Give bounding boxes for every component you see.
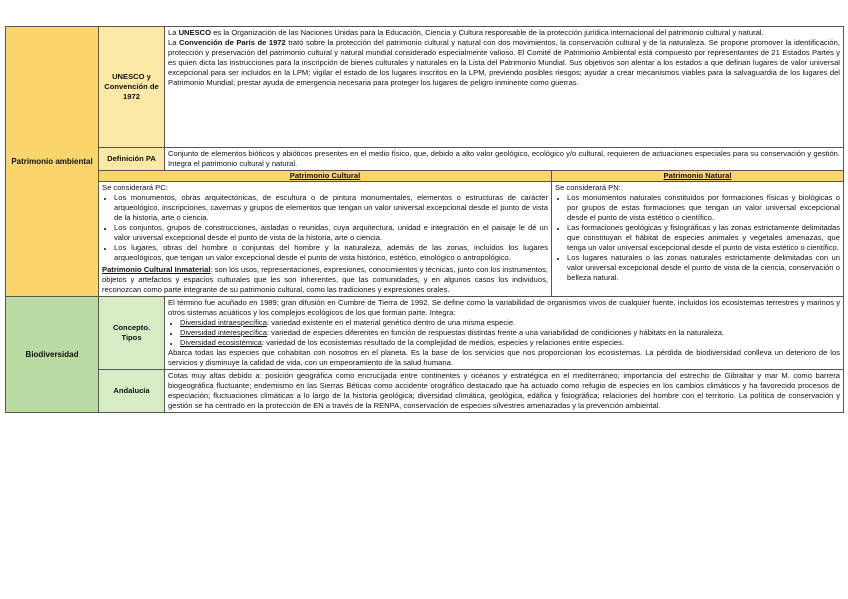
- definicion-label: Definición PA: [99, 148, 165, 171]
- andalucia-row: [6, 370, 844, 413]
- natural-intro: Se considerará PN:: [555, 183, 621, 192]
- list-item: • Diversidad ecosistémica: variedad de los ecosistemas resultado de la complejidad de medios, especies y relaciones entre especies.: [180, 338, 840, 348]
- unesco-content: [165, 27, 844, 148]
- definicion-row: [6, 148, 844, 171]
- unesco-paragraph-1: La UNESCO es la Organización de las Naciones Unidas para la Educación, Ciencia y Cultura responsable de la protección jurídica internacional del patrimonio cultural y natural.: [168, 28, 764, 37]
- natural-cell: [552, 182, 844, 297]
- unesco-label: UNESCO y Convención de 1972: [99, 27, 165, 148]
- concepto-label: Concepto. Tipos: [99, 297, 165, 370]
- concepto-content: [165, 297, 844, 370]
- concepto-outro: Abarca todas las especies que cohabitan con nosotros en el planeta. Es la base de los servicios que nos proporcionan los ecosistemas. La pérdida de biodiversidad conlleva un deterioro de los servicios y disminuye la calidad de vida, con un empeoramiento de la salud humana.: [168, 348, 840, 367]
- biodiversidad-category: Biodiversidad: [6, 297, 99, 413]
- unesco-row: [6, 27, 844, 148]
- inmaterial-text: : son los usos, representaciones, expresiones, conocimientos y técnicas, junto con los instrumentos, objetos y artefactos y espacios culturales que les son inherentes, que las comunidades, y en algunos casos los individuos, reconozcan como parte integrante de su patrimonio cultural, como las tradiciones y expresiones orales.: [102, 265, 548, 294]
- natural-list: [555, 193, 840, 283]
- cultural-header: Patrimonio Cultural: [99, 171, 552, 182]
- list-item: • Los conjuntos, grupos de construcciones, aisladas o reunidas, cuya arquitectura, unidad e integración en el paisaje le dé un valor universal excepcional desde el punto de vista de la historia, arte o ciencia.: [114, 223, 548, 243]
- inmaterial-label: Patrimonio Cultural Inmaterial: [102, 265, 211, 274]
- list-item: • Los lugares, obras del hombre o conjuntas del hombre y la naturaleza, además de las zonas, incluidos los lugares arqueológicos, que tengan un valor excepcional desde el punto de vista histórico, estético, etnológico o antropológico.: [114, 243, 548, 263]
- definicion-text: Conjunto de elementos bióticos y abióticos presentes en el medio físico, que, debido a alto valor geológico, ecológico y/o cultural, requieren de actuaciones especiales para su conservación y gestión. Integra el patrimonio cultural y natural.: [165, 148, 844, 171]
- concepto-intro: El término fue acuñado en 1989; gran difusión en Cumbre de Tierra de 1992. Se define como la variabilidad de organismos vivos de cualquier fuente, incluidos los ecosistemas terrestres y marinos y otros sistemas acuáticos y los complejos ecológicos de los que forman parte. Integra:: [168, 298, 840, 317]
- cultural-list: [102, 193, 548, 263]
- diversidad-list: [168, 318, 840, 348]
- cultural-intro: Se considerará PC:: [102, 183, 168, 192]
- patrimonio-lists-row: [6, 182, 844, 265]
- list-item: • Los lugares naturales o las zonas naturales estrictamente delimitadas con un valor universal excepcional desde el punto de vista de la ciencia, conservación o belleza natural.: [567, 253, 840, 283]
- unesco-paragraph-2: La Convención de París de 1972 trató sobre la protección del patrimonio cultural y natural con dos movimientos, la conservación cultural y de la naturaleza. Se propone promover la identificación, protección y preservación del patrimonio cultural y natural mundial considerado especialmente valioso. El Comité de Patrimonio Ambiental está compuesto por representantes de 21 Estados Partes y es quien dicta las instrucciones para la inscripción de bienes culturales y naturales en la Lista del Patrimonio Mundial. Sus objetivos son alentar a los estados a que definan lugares de valor universal excepcional para ser incluidos en la LPM; vigilar el estado de los lugares inscritos en la LPM, previendo posibles riesgos; ayudar a crear mecanismos viables para la salvaguardia de los lugares del Patrimonio Mundial; prestar ayuda de emergencia necesaria para proteger los lugares de peligro inminente como guerras.: [168, 38, 840, 87]
- concepto-row: [6, 297, 844, 370]
- andalucia-label: Andalucía: [99, 370, 165, 413]
- patrimonio-category: Patrimonio ambiental: [6, 27, 99, 297]
- summary-table: [5, 26, 844, 413]
- inmaterial-cell: [99, 264, 552, 297]
- list-item: • Los monumentos, obras arquitectónicas, de escultura o de pintura monumentales, elementos o estructuras de carácter arqueológico, inscripciones, cavernas y grupos de elementos que tengan un valor universal excepcional desde el punto de vista de la historia, arte o ciencia.: [114, 193, 548, 223]
- list-item: • Diversidad intraespecífica: variedad existente en el material genético dentro de una misma especie.: [180, 318, 840, 328]
- patrimonio-headers-row: [6, 171, 844, 182]
- cultural-cell: [99, 182, 552, 265]
- list-item: • Las formaciones geológicas y fisiográficas y las zonas estrictamente delimitadas que constituyan el hábitat de especies animales y vegetales amenazas, que tenga un valor universal excepcional desde el punto de vista estético o científico.: [567, 223, 840, 253]
- andalucia-text: Cotas muy altas debido a: posición geográfica como encrucijada entre continentes y océanos y estratégica en el mediterráneo; importancia del estrecho de Gibraltar y mar M. como barrera biogeográfica fluctuante; endemismo en las Sierras Béticas como accidente orográfico destacado que ha actuado como refugio de especies en los cambios climáticos y ha favorecido procesos de especiación; fluctuaciones climáticas a lo largo de la historia geológica; diversidad climática, geológica, edáfica y fisiográfica; relaciones del hombre con el territorio. La política de conservación y gestión se ha centrado en la protección de EN a través de la RENPA, conservación de especies silvestres amenazadas y la prevención ambiental.: [165, 370, 844, 413]
- natural-header: Patrimonio Natural: [552, 171, 844, 182]
- list-item: • Los monumentos naturales constituidos por formaciones físicas y biológicas o por grupos de estas formaciones que tengan un valor universal excepcional desde el punto de vista estético o científico.: [567, 193, 840, 223]
- list-item: • Diversidad interespecífica: variedad de especies diferentes en función de respuestas distintas frente a una variabilidad de condiciones y hábitats en la naturaleza.: [180, 328, 840, 338]
